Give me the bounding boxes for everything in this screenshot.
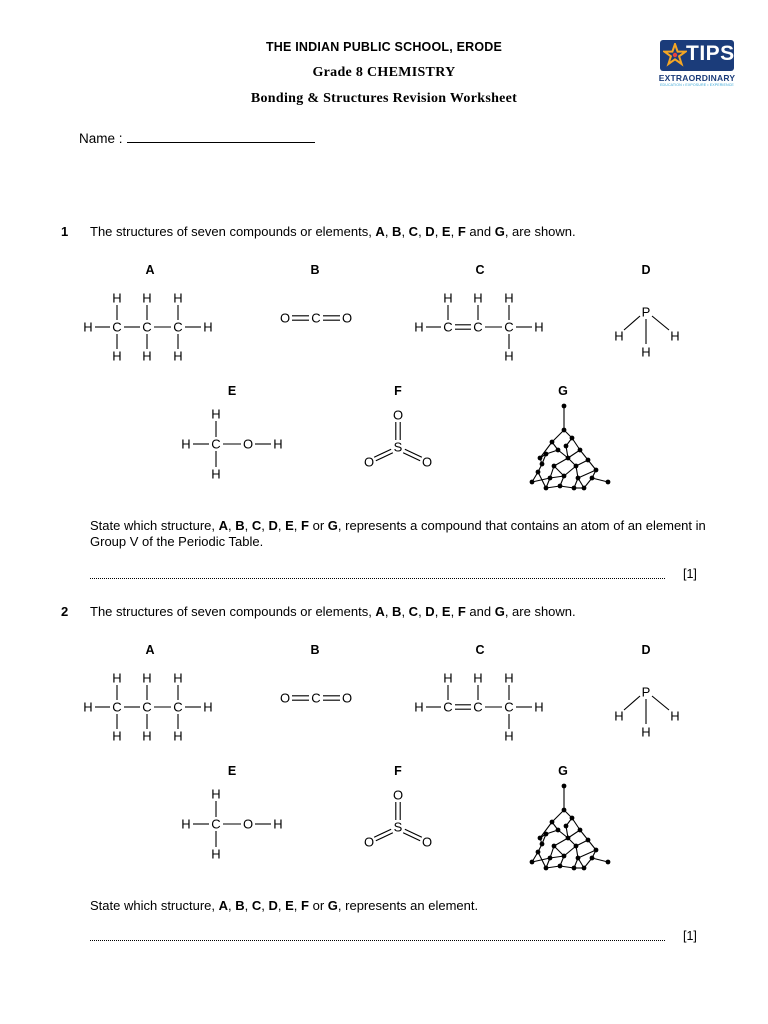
- question-intro: [90, 604, 710, 620]
- carbon-atom-dot: [586, 458, 591, 463]
- structure-letter: F: [457, 604, 466, 619]
- structure-letter: F: [301, 518, 309, 533]
- bond: [554, 838, 568, 846]
- name-label: Name :: [79, 131, 123, 146]
- structure-b-carbon-dioxide: [276, 683, 360, 713]
- structure-e-methanol: [175, 404, 295, 484]
- atom-h: H: [112, 290, 122, 306]
- atom-h: H: [670, 328, 680, 344]
- atom-carbon: C: [443, 699, 453, 715]
- carbon-atom-dot: [562, 784, 567, 789]
- structure-letter: E: [441, 604, 451, 619]
- structure-letter: A: [218, 898, 229, 913]
- question-prompt: [90, 518, 710, 550]
- text-run: and: [465, 604, 495, 619]
- atom-h: H: [273, 436, 283, 452]
- atom-phosphorus: P: [641, 684, 651, 700]
- atom-h: H: [504, 670, 514, 686]
- atom-o: O: [279, 690, 291, 706]
- carbon-atom-dot: [572, 486, 577, 491]
- carbon-atom-dot: [552, 844, 557, 849]
- structure-label-g: G: [558, 384, 568, 398]
- atom-carbon: C: [142, 699, 152, 715]
- atom-h: H: [142, 348, 152, 364]
- carbon-atom-dot: [552, 464, 557, 469]
- carbon-atom-dot: [540, 462, 545, 467]
- structure-letter: G: [327, 898, 338, 913]
- structure-letter: E: [285, 518, 294, 533]
- atom-h: H: [473, 290, 483, 306]
- text-run: ,: [244, 518, 252, 533]
- question-intro: [90, 224, 710, 240]
- structure-letter: D: [268, 898, 278, 913]
- structure-label-b: B: [310, 643, 320, 657]
- atom-h: H: [173, 670, 183, 686]
- carbon-atom-dot: [570, 816, 575, 821]
- structure-letter: G: [494, 224, 505, 239]
- carbon-atom-dot: [606, 480, 611, 485]
- carbon-atom-dot: [582, 866, 587, 871]
- atom-o: O: [392, 407, 404, 423]
- carbon-atom-dot: [544, 866, 549, 871]
- atom-carbon: C: [473, 319, 483, 335]
- text-run: ,: [401, 224, 409, 239]
- atom-carbon: C: [112, 699, 122, 715]
- structure-label-c: C: [475, 263, 485, 277]
- carbon-atom-dot: [586, 838, 591, 843]
- atom-carbon: C: [311, 690, 321, 706]
- bond: [592, 858, 608, 862]
- carbon-atom-dot: [562, 428, 567, 433]
- bond: [552, 810, 564, 822]
- structure-g-diamond-lattice: [518, 398, 618, 498]
- carbon-atom-dot: [544, 486, 549, 491]
- structure-f-sulfur-dioxide: [358, 786, 438, 856]
- carbon-atom-dot: [558, 864, 563, 869]
- name-field[interactable]: [79, 130, 315, 146]
- atom-h: H: [534, 699, 544, 715]
- atom-h: H: [614, 708, 624, 724]
- structure-e-methanol: [175, 784, 295, 864]
- atom-h: H: [641, 724, 651, 740]
- atom-h: H: [211, 786, 221, 802]
- carbon-atom-dot: [536, 470, 541, 475]
- text-run: ,: [277, 518, 286, 533]
- structure-letter: D: [425, 224, 435, 239]
- structure-d-phosphine: [608, 300, 688, 360]
- atom-h: H: [504, 728, 514, 744]
- carbon-atom-dot: [566, 836, 571, 841]
- atom-carbon: C: [504, 319, 514, 335]
- atom-h: H: [504, 348, 514, 364]
- text-run: State which structure,: [90, 898, 219, 913]
- carbon-atom-dot: [562, 854, 567, 859]
- structure-letter: G: [494, 604, 505, 619]
- text-run: State which structure,: [90, 518, 219, 533]
- atom-h: H: [181, 436, 191, 452]
- atom-h: H: [83, 699, 93, 715]
- atom-o: O: [363, 454, 375, 470]
- structure-letter: C: [408, 604, 419, 619]
- name-blank[interactable]: [127, 130, 315, 143]
- text-run: , are shown.: [504, 224, 576, 239]
- atom-o: O: [363, 834, 375, 850]
- atom-h: H: [112, 348, 122, 364]
- school-name: THE INDIAN PUBLIC SCHOOL, ERODE: [265, 40, 503, 54]
- carbon-atom-dot: [556, 448, 561, 453]
- structure-g-diamond-lattice: [518, 778, 618, 878]
- bond: [403, 453, 420, 461]
- carbon-atom-dot: [550, 820, 555, 825]
- atom-h: H: [641, 344, 651, 360]
- carbon-atom-dot: [538, 456, 543, 461]
- atom-carbon: C: [504, 699, 514, 715]
- star-icon: [663, 43, 687, 67]
- atom-carbon: C: [173, 699, 183, 715]
- logo-tagline: EXTRAORDINARY: [658, 73, 736, 83]
- atom-h: H: [173, 728, 183, 744]
- atom-h: H: [173, 290, 183, 306]
- structure-letter: F: [301, 898, 309, 913]
- atom-h: H: [142, 290, 152, 306]
- text-run: ,: [261, 898, 269, 913]
- atom-h: H: [112, 728, 122, 744]
- carbon-atom-dot: [578, 448, 583, 453]
- structure-letter: A: [375, 604, 385, 619]
- atom-h: H: [142, 670, 152, 686]
- structure-label-e: E: [227, 384, 237, 398]
- structure-a-propane: [82, 668, 222, 748]
- atom-carbon: C: [473, 699, 483, 715]
- atom-h: H: [211, 466, 221, 482]
- atom-o: O: [279, 310, 291, 326]
- carbon-atom-dot: [574, 464, 579, 469]
- atom-sulfur: S: [393, 439, 403, 455]
- marks-allocation: [1]: [683, 929, 697, 943]
- atom-carbon: C: [142, 319, 152, 335]
- atom-h: H: [473, 670, 483, 686]
- carbon-atom-dot: [582, 486, 587, 491]
- text-run: ,: [244, 898, 252, 913]
- text-run: , represents a compound that contains an atom of an element in Group V of the Periodic Table.: [90, 518, 706, 549]
- text-run: ,: [418, 604, 426, 619]
- atom-h: H: [112, 670, 122, 686]
- bond: [552, 430, 564, 442]
- carbon-atom-dot: [566, 456, 571, 461]
- text-run: ,: [228, 518, 236, 533]
- atom-carbon: C: [173, 319, 183, 335]
- question-prompt: [90, 898, 710, 914]
- structure-d-phosphine: [608, 680, 688, 740]
- text-run: ,: [401, 604, 409, 619]
- structure-a-propane: [82, 288, 222, 368]
- text-run: and: [465, 224, 495, 239]
- carbon-atom-dot: [540, 842, 545, 847]
- structure-letter: B: [392, 224, 402, 239]
- structure-letter: D: [268, 518, 278, 533]
- logo-brand: TIPS: [686, 42, 735, 65]
- marks-allocation: [1]: [683, 567, 697, 581]
- structure-label-f: F: [394, 764, 402, 778]
- question-number: 1: [61, 224, 69, 239]
- text-run: or: [308, 898, 328, 913]
- text-run: ,: [228, 898, 236, 913]
- text-run: ,: [293, 518, 302, 533]
- structure-letter: B: [235, 898, 245, 913]
- text-run: ,: [293, 898, 302, 913]
- carbon-atom-dot: [558, 484, 563, 489]
- text-run: ,: [434, 224, 442, 239]
- carbon-atom-dot: [536, 850, 541, 855]
- logo-subtagline: EDUCATION • EXPOSURE • EXPERIENCE: [660, 83, 734, 87]
- bond: [374, 449, 391, 457]
- bond: [405, 829, 422, 837]
- structure-letter: A: [218, 518, 229, 533]
- atom-h: H: [203, 699, 213, 715]
- text-run: The structures of seven compounds or elements,: [90, 224, 376, 239]
- structure-letter: C: [408, 224, 419, 239]
- carbon-atom-dot: [606, 860, 611, 865]
- structure-label-d: D: [641, 643, 651, 657]
- bond: [403, 833, 420, 841]
- structure-f-sulfur-dioxide: [358, 406, 438, 476]
- atom-carbon: C: [211, 436, 221, 452]
- carbon-atom-dot: [544, 452, 549, 457]
- bond: [376, 833, 393, 841]
- structure-c-propene: [413, 288, 553, 368]
- atom-carbon: C: [112, 319, 122, 335]
- bond: [592, 478, 608, 482]
- text-run: ,: [384, 224, 393, 239]
- text-run: ,: [384, 604, 393, 619]
- atom-o: O: [421, 834, 433, 850]
- structure-label-a: A: [145, 643, 155, 657]
- structure-letter: B: [235, 518, 245, 533]
- atom-h: H: [273, 816, 283, 832]
- tips-logo: [658, 40, 736, 88]
- text-run: ,: [277, 898, 286, 913]
- atom-h: H: [534, 319, 544, 335]
- structure-label-d: D: [641, 263, 651, 277]
- carbon-atom-dot: [572, 866, 577, 871]
- bond: [554, 458, 568, 466]
- carbon-atom-dot: [562, 404, 567, 409]
- bond: [376, 453, 393, 461]
- atom-h: H: [414, 699, 424, 715]
- atom-h: H: [83, 319, 93, 335]
- carbon-atom-dot: [556, 828, 561, 833]
- bond: [652, 316, 669, 330]
- text-run: The structures of seven compounds or elements,: [90, 604, 376, 619]
- carbon-atom-dot: [530, 860, 535, 865]
- structure-letter: B: [392, 604, 402, 619]
- atom-h: H: [443, 290, 453, 306]
- carbon-atom-dot: [548, 856, 553, 861]
- structure-letter: C: [251, 518, 262, 533]
- carbon-atom-dot: [562, 474, 567, 479]
- structure-label-e: E: [227, 764, 237, 778]
- atom-h: H: [142, 728, 152, 744]
- carbon-atom-dot: [570, 436, 575, 441]
- structure-letter: E: [285, 898, 294, 913]
- text-run: , represents an element.: [337, 898, 479, 913]
- structure-letter: D: [425, 604, 435, 619]
- text-run: ,: [434, 604, 442, 619]
- structure-label-f: F: [394, 384, 402, 398]
- carbon-atom-dot: [548, 476, 553, 481]
- answer-line[interactable]: [90, 940, 665, 941]
- grade-subject: Grade 8 CHEMISTRY: [312, 65, 456, 80]
- structure-letter: F: [457, 224, 466, 239]
- carbon-atom-dot: [590, 476, 595, 481]
- carbon-atom-dot: [576, 856, 581, 861]
- atom-h: H: [414, 319, 424, 335]
- atom-h: H: [181, 816, 191, 832]
- structure-label-g: G: [558, 764, 568, 778]
- atom-phosphorus: P: [641, 304, 651, 320]
- atom-carbon: C: [443, 319, 453, 335]
- text-run: ,: [418, 224, 426, 239]
- atom-h: H: [670, 708, 680, 724]
- carbon-atom-dot: [594, 468, 599, 473]
- carbon-atom-dot: [538, 836, 543, 841]
- carbon-atom-dot: [576, 476, 581, 481]
- atom-h: H: [504, 290, 514, 306]
- text-run: or: [308, 518, 328, 533]
- carbon-atom-dot: [550, 440, 555, 445]
- atom-carbon: C: [211, 816, 221, 832]
- atom-o: O: [341, 310, 353, 326]
- atom-o: O: [242, 436, 254, 452]
- bond: [374, 829, 391, 837]
- structure-label-b: B: [310, 263, 320, 277]
- carbon-atom-dot: [564, 824, 569, 829]
- text-run: ,: [261, 518, 269, 533]
- text-run: , are shown.: [504, 604, 576, 619]
- structure-letter: C: [251, 898, 262, 913]
- bond: [405, 449, 422, 457]
- question-number: 2: [61, 604, 69, 619]
- atom-o: O: [242, 816, 254, 832]
- carbon-atom-dot: [544, 832, 549, 837]
- structure-letter: G: [327, 518, 338, 533]
- atom-carbon: C: [311, 310, 321, 326]
- structure-b-carbon-dioxide: [276, 303, 360, 333]
- atom-o: O: [421, 454, 433, 470]
- carbon-atom-dot: [594, 848, 599, 853]
- structure-label-a: A: [145, 263, 155, 277]
- atom-h: H: [211, 406, 221, 422]
- carbon-atom-dot: [574, 844, 579, 849]
- atom-h: H: [443, 670, 453, 686]
- bond: [624, 696, 640, 710]
- worksheet-title: Bonding & Structures Revision Worksheet: [250, 91, 518, 106]
- atom-h: H: [614, 328, 624, 344]
- bond: [624, 316, 640, 330]
- atom-h: H: [203, 319, 213, 335]
- structure-letter: E: [441, 224, 451, 239]
- atom-h: H: [173, 348, 183, 364]
- structure-c-propene: [413, 668, 553, 748]
- atom-o: O: [392, 787, 404, 803]
- atom-sulfur: S: [393, 819, 403, 835]
- bond: [652, 696, 669, 710]
- text-run: ,: [450, 224, 458, 239]
- carbon-atom-dot: [590, 856, 595, 861]
- structure-letter: A: [375, 224, 385, 239]
- atom-h: H: [211, 846, 221, 862]
- carbon-atom-dot: [564, 444, 569, 449]
- carbon-atom-dot: [530, 480, 535, 485]
- carbon-atom-dot: [562, 808, 567, 813]
- carbon-atom-dot: [578, 828, 583, 833]
- structure-label-c: C: [475, 643, 485, 657]
- answer-line[interactable]: [90, 578, 665, 579]
- atom-o: O: [341, 690, 353, 706]
- text-run: ,: [450, 604, 458, 619]
